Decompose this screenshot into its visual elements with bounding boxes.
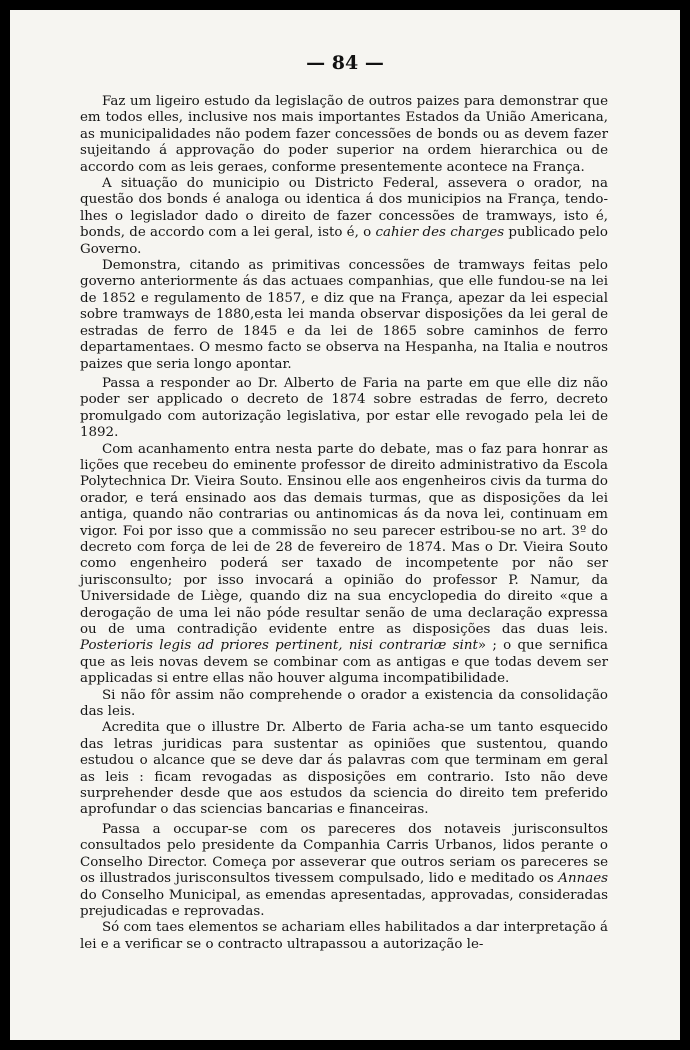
paragraph [80, 920, 608, 953]
text-run: Si não fôr assim não comprehende o orador a existencia da consolidação das leis. [80, 687, 608, 720]
paragraph [80, 94, 608, 176]
text-run: Demonstra, citando as primitivas concessões de tramways feitas pelo governo anteriormente ás das actuaes companhias, que elle fundou-se na lei de 1852 e regulamento de 1857, e diz que na França, apezar da lei especial sobre tramways de 1880,esta lei manda observar disposições da lei geral de estradas de ferro de 1845 e da lei de 1865 sobre caminhos de ferro departamentaes. O mesmo facto se observa na Hespanha, na Italia e noutros paizes que seria longo apontar. [80, 258, 608, 372]
text-run: Faz um ligeiro estudo da legislação de outros paizes para demonstrar que em todos elles, inclusive nos mais importantes Estados da União Americana, as municipalidades não podem fazer concessões de bonds ou as devem fazer sujeitando á approvação do poder superior na ordem hierarchica ou de accordo com as leis geraes, conforme presentemente acontece na França. [80, 94, 608, 175]
text-run: do Conselho Municipal, as emendas apresentadas, approvadas, consideradas prejudicadas e reprovadas. [80, 887, 608, 919]
page-number: — 84 — [306, 52, 384, 74]
paragraph [80, 176, 608, 258]
text-run: A situação do municipio ou Districto Federal, assevera o orador, na questão dos bonds é analoga ou identica á dos municipios na França, tendo-lhes o legislador dado o direito de fazer concessões de tramways, isto é, bonds, de accordo com a lei geral, isto é, o [80, 176, 608, 241]
text-run: » ; o que sегnifica que as leis novas devem se combinar com as antigas e que todas devem ser applicadas si entre ellas não houver alguma incompatibilidade. [80, 638, 609, 687]
document-page [10, 10, 680, 1040]
text-run: Passa a occupar-se com os pareceres dos notaveis jurisconsultos consultados pelo presidente da Companhia Carris Urbanos, lidos perante o Conselho Director. Começa por asseverar que outros seriam os pareceres se os illustrados jurisconsultos tivessem compulsado, lido e meditado os [80, 821, 608, 887]
text-run: publicado pelo Governo. [80, 225, 608, 257]
body-text [80, 94, 608, 953]
paragraph [80, 822, 608, 920]
text-run: Passa a responder ao Dr. Alberto de Faria na parte em que elle diz não poder ser applicado o decreto de 1874 sobre estradas de ferro, decreto promulgado com autorização legislativa, por estar elle revogado pela lei de 1892. [80, 375, 608, 441]
italic-text: Posterioris legis ad priores pertinent, nisi contrariæ sint [80, 638, 478, 654]
italic-text: cahier des charges [375, 225, 505, 241]
text-run: Acredita que o illustre Dr. Alberto de Faria acha-se um tanto esquecido das letras juridicas para sustentar as opiniões que sustentou, quando estudou o alcance que se deve dar ás palavras com que terminam em geral as leis : ficam revogadas as disposições em contrario. Isto não deve surprehender desde que aos estudos da sciencia do direito tem preferido aprofundar o das sciencias bancarias e financeiras. [80, 720, 608, 818]
text-run: Só com taes elementos se achariam elles habilitados a dar interpretação á lei e a verificar se o contracto ultrapassou a autorização le- [80, 920, 608, 952]
paragraph [80, 720, 608, 818]
paragraph [80, 258, 608, 373]
text-run: Com acanhamento entra nesta parte do debate, mas o faz para honrar as lições que recebeu do eminente professor de direito administrativo da Escola Polytechnica Dr. Vieira Souto. Ensinou elle aos engenheiros civis da turma do orador, e terá ensinado aos das demais turmas, que as disposições da lei antiga, quando não contrarias ou antinomicas ás da nova lei, continuam em vigor. Foi por isso que a commissão no seu parecer estribou-se no art. 3º do decreto com força de lei de 28 de fevereiro de 1874. Mas o Dr. Vieira Souto como engenheiro poderá ser taxado de incompetente por não ser jurisconsulto; por isso invocará a opinião do professor P. Namur, da Universidade de Liège, quando diz na sua encyclopedia do direito «que a derogação de uma lei não póde resultar senão de uma declaração expressa ou de uma contradição evidente entre as disposições das duas leis. [80, 441, 608, 637]
paragraph [80, 376, 608, 442]
paragraph [80, 442, 608, 688]
paragraph [80, 688, 608, 721]
italic-text: Annaes [558, 871, 608, 887]
